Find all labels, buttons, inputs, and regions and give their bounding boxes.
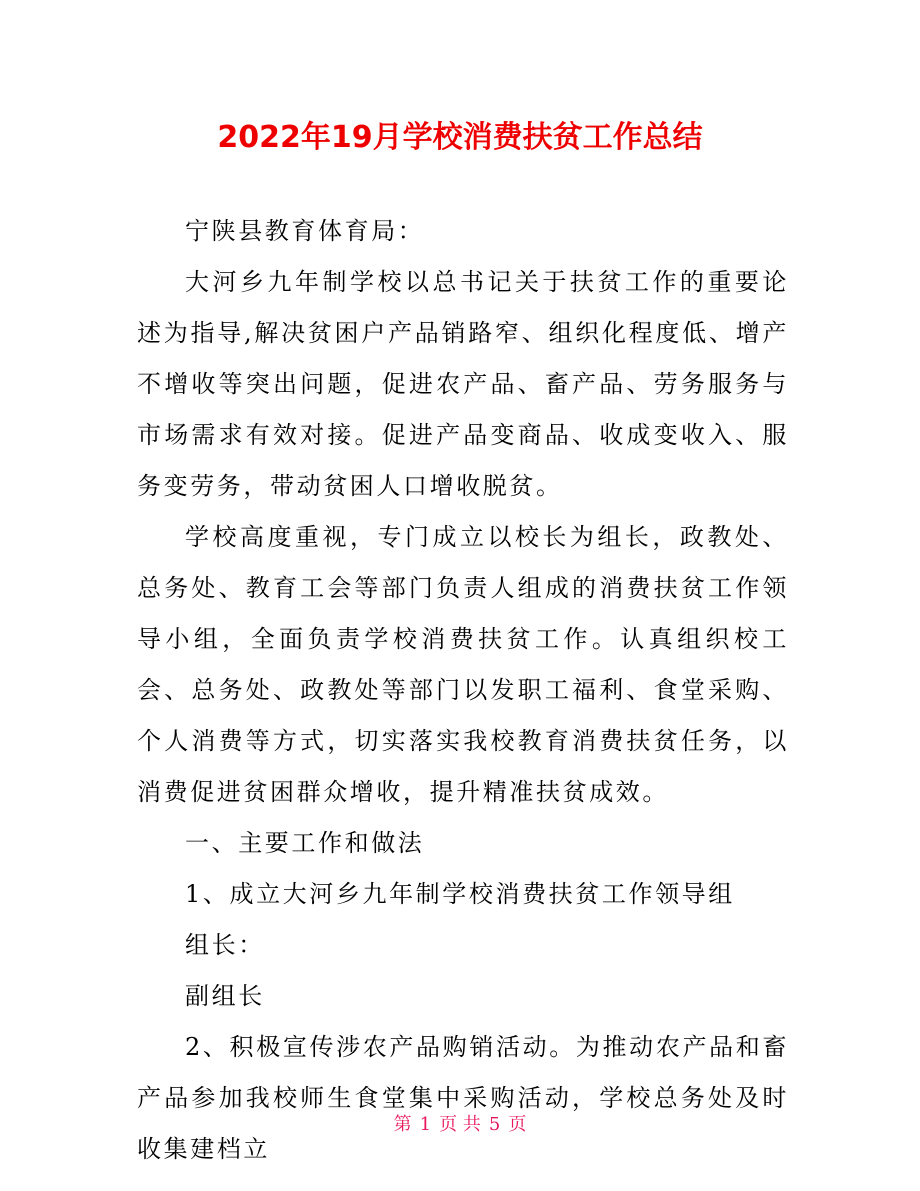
document-title: 2022年19月学校消费扶贫工作总结 — [217, 120, 703, 155]
footer-current-page: 1 — [419, 1114, 432, 1135]
paragraph-intro: 大河乡九年制学校以总书记关于扶贫工作的重要论述为指导,解决贫困户产品销路窄、组织化程度低、增产不增收等突出问题，促进农产品、畜产品、劳务服务与市场需求有效对接。促进产品变商品、收成变收入、服务变劳务，带动贫困人口增收脱贫。 — [137, 268, 789, 500]
paragraph-organization: 学校高度重视，专门成立以校长为组长，政教处、总务处、教育工会等部门负责人组成的消费扶贫工作领导小组，全面负责学校消费扶贫工作。认真组织校工会、总务处、政教处等部门以发职工福利、食堂采购、个人消费等方式，切实落实我校教育消费扶贫任务，以消费促进贫困群众增收，提升精准扶贫成效。 — [137, 523, 789, 806]
document-body — [137, 206, 789, 1175]
list-item: 1、成立大河乡九年制学校消费扶贫工作领导组 — [185, 880, 735, 908]
footer-label-page: 第 — [393, 1114, 412, 1135]
page-footer — [0, 1112, 920, 1138]
list-item: 组长： — [185, 931, 265, 959]
footer-label-of: 页 共 — [439, 1114, 481, 1135]
footer-label-end: 页 — [508, 1114, 527, 1135]
list-item: 副组长 — [185, 982, 265, 1010]
section-heading: 一、主要工作和做法 — [185, 829, 425, 857]
paragraph-salutation: 宁陕县教育体育局： — [185, 217, 425, 245]
footer-total-pages: 5 — [488, 1114, 501, 1135]
paragraph-promotion: 2、积极宣传涉农产品购销活动。为推动农产品和畜产品参加我校师生食堂集中采购活动，学校总务处及时收集建档立 — [137, 1033, 789, 1163]
